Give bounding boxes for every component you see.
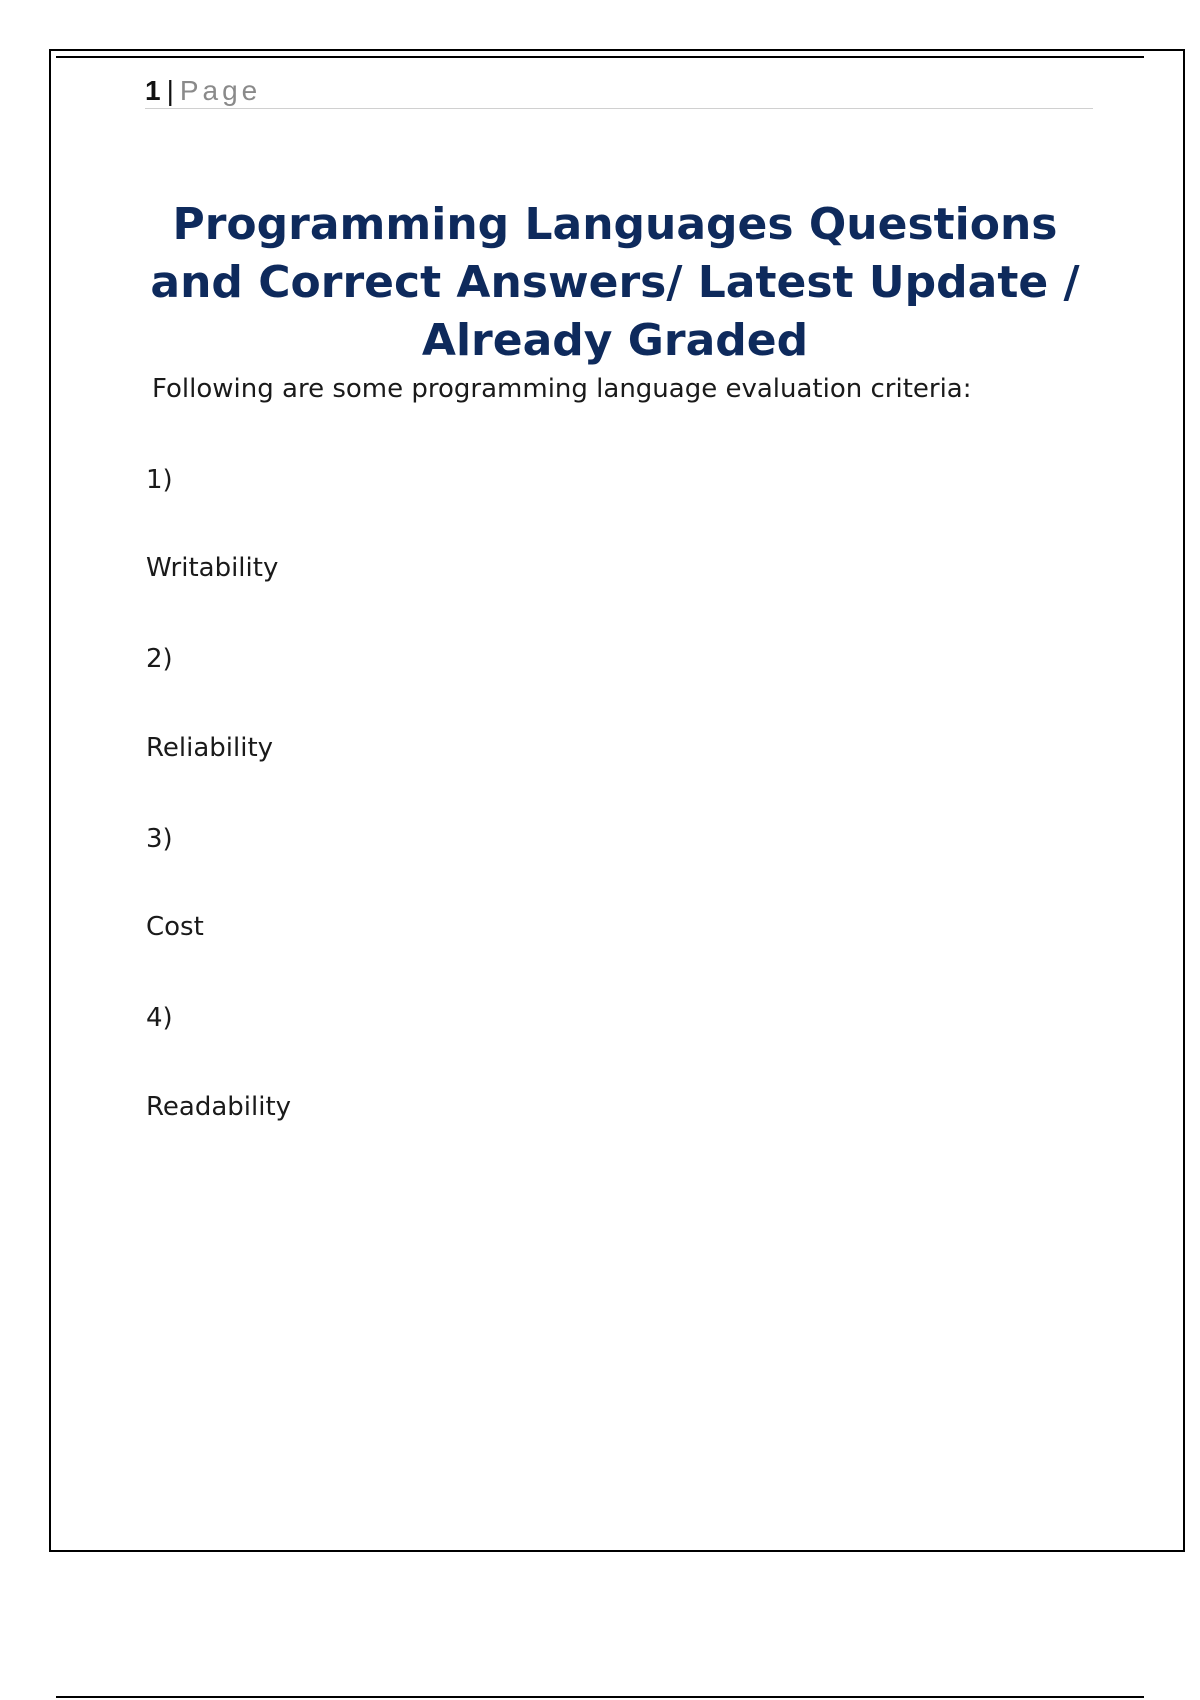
option-answer-1: Writability — [146, 553, 279, 583]
bottom-rule — [56, 1696, 1144, 1698]
option-number-4: 4) — [146, 1003, 173, 1033]
option-answer-4: Readability — [146, 1092, 292, 1122]
page-label: Page — [179, 75, 262, 106]
option-number-1: 1) — [146, 465, 173, 495]
document-title: Programming Languages Questions and Correct Answers/ Latest Update / Already Graded — [150, 199, 1080, 366]
option-number-2: 2) — [146, 644, 173, 674]
option-answer-2: Reliability — [146, 733, 274, 763]
top-rule — [56, 56, 1144, 58]
page-header — [145, 74, 1093, 109]
intro-text: Following are some programming language evaluation criteria: — [152, 374, 972, 404]
option-answer-3: Cost — [146, 912, 204, 942]
page-separator: | — [166, 75, 174, 106]
page-number: 1 — [145, 75, 161, 106]
option-number-3: 3) — [146, 824, 173, 854]
